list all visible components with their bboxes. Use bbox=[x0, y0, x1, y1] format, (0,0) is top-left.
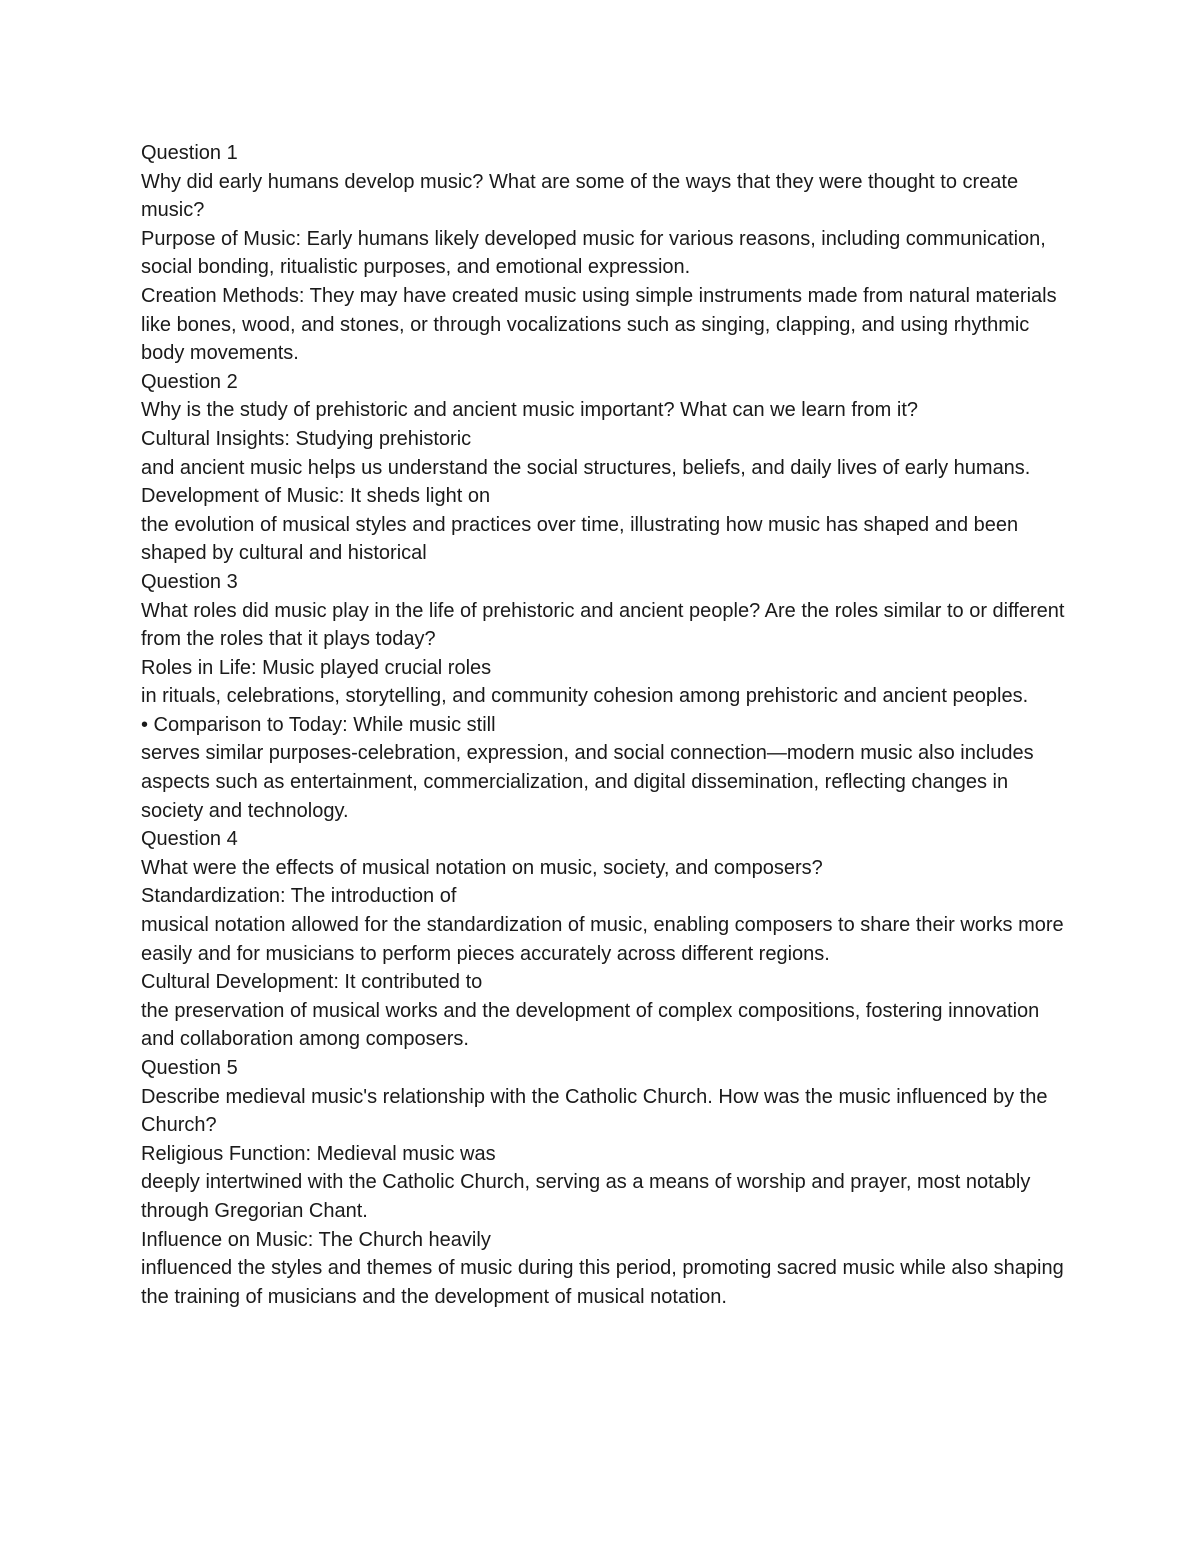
answer-paragraph: Cultural Insights: Studying prehistoric bbox=[141, 427, 472, 450]
question-1-prompt: Why did early humans develop music? What are some of the ways that they were thought to create music? bbox=[141, 170, 1019, 222]
answer-paragraph: Creation Methods: They may have created music using simple instruments made from natural materials like bones, wood, and stones, or through vocalizations such as singing, clapping, and using rhythmic body movements. bbox=[141, 284, 1057, 365]
question-5-heading: Question 5 bbox=[141, 1057, 238, 1079]
answer-paragraph: deeply intertwined with the Catholic Church, serving as a means of worship and prayer, most notably through Gregorian Chant. bbox=[141, 1171, 1031, 1222]
question-4-heading: Question 4 bbox=[141, 828, 238, 851]
question-1-heading: Question 1 bbox=[141, 142, 238, 164]
question-2-heading: Question 2 bbox=[141, 370, 238, 393]
answer-paragraph: Standardization: The introduction of bbox=[141, 885, 457, 908]
answer-paragraph: influenced the styles and themes of music during this period, promoting sacred music while also shaping the training of musicians and the development of musical notation. bbox=[141, 1257, 1064, 1308]
answer-paragraph: Religious Function: Medieval music was bbox=[141, 1142, 496, 1165]
question-4-prompt: What were the effects of musical notation on music, society, and composers? bbox=[141, 856, 823, 879]
answer-paragraph: musical notation allowed for the standardization of music, enabling composers to share their works more easily and for musicians to perform pieces accurately across different regions. bbox=[141, 914, 1064, 965]
document-page bbox=[141, 139, 1071, 1311]
answer-paragraph: in rituals, celebrations, storytelling, and community cohesion among prehistoric and ancient peoples. bbox=[141, 685, 1029, 708]
answer-paragraph: Purpose of Music: Early humans likely developed music for various reasons, including communication, social bonding, ritualistic purposes, and emotional expression. bbox=[141, 227, 1046, 279]
answer-paragraph: Development of Music: It sheds light on bbox=[141, 485, 491, 508]
answer-paragraph: Roles in Life: Music played crucial roles bbox=[141, 656, 492, 679]
bullet-item: • Comparison to Today: While music still bbox=[141, 713, 496, 736]
answer-paragraph: Cultural Development: It contributed to bbox=[141, 971, 483, 994]
answer-paragraph: and ancient music helps us understand the social structures, beliefs, and daily lives of early humans. bbox=[141, 456, 1031, 479]
answer-paragraph: Influence on Music: The Church heavily bbox=[141, 1228, 491, 1251]
answer-paragraph: the preservation of musical works and the development of complex compositions, fostering innovation and collaboration among composers. bbox=[141, 999, 1040, 1051]
question-5-prompt: Describe medieval music's relationship with the Catholic Church. How was the music influenced by the Church? bbox=[141, 1085, 1048, 1137]
answer-paragraph: the evolution of musical styles and practices over time, illustrating how music has shaped and been shaped by cultural and historical bbox=[141, 513, 1019, 565]
answer-paragraph: serves similar purposes-celebration, expression, and social connection—modern music also includes aspects such as entertainment, commercialization, and digital dissemination, reflecting changes in society and technology. bbox=[141, 742, 1034, 822]
question-3-heading: Question 3 bbox=[141, 570, 238, 593]
question-2-prompt: Why is the study of prehistoric and ancient music important? What can we learn from it? bbox=[141, 399, 919, 422]
question-3-prompt: What roles did music play in the life of prehistoric and ancient people? Are the roles similar to or different from the roles that it plays today? bbox=[141, 599, 1065, 651]
